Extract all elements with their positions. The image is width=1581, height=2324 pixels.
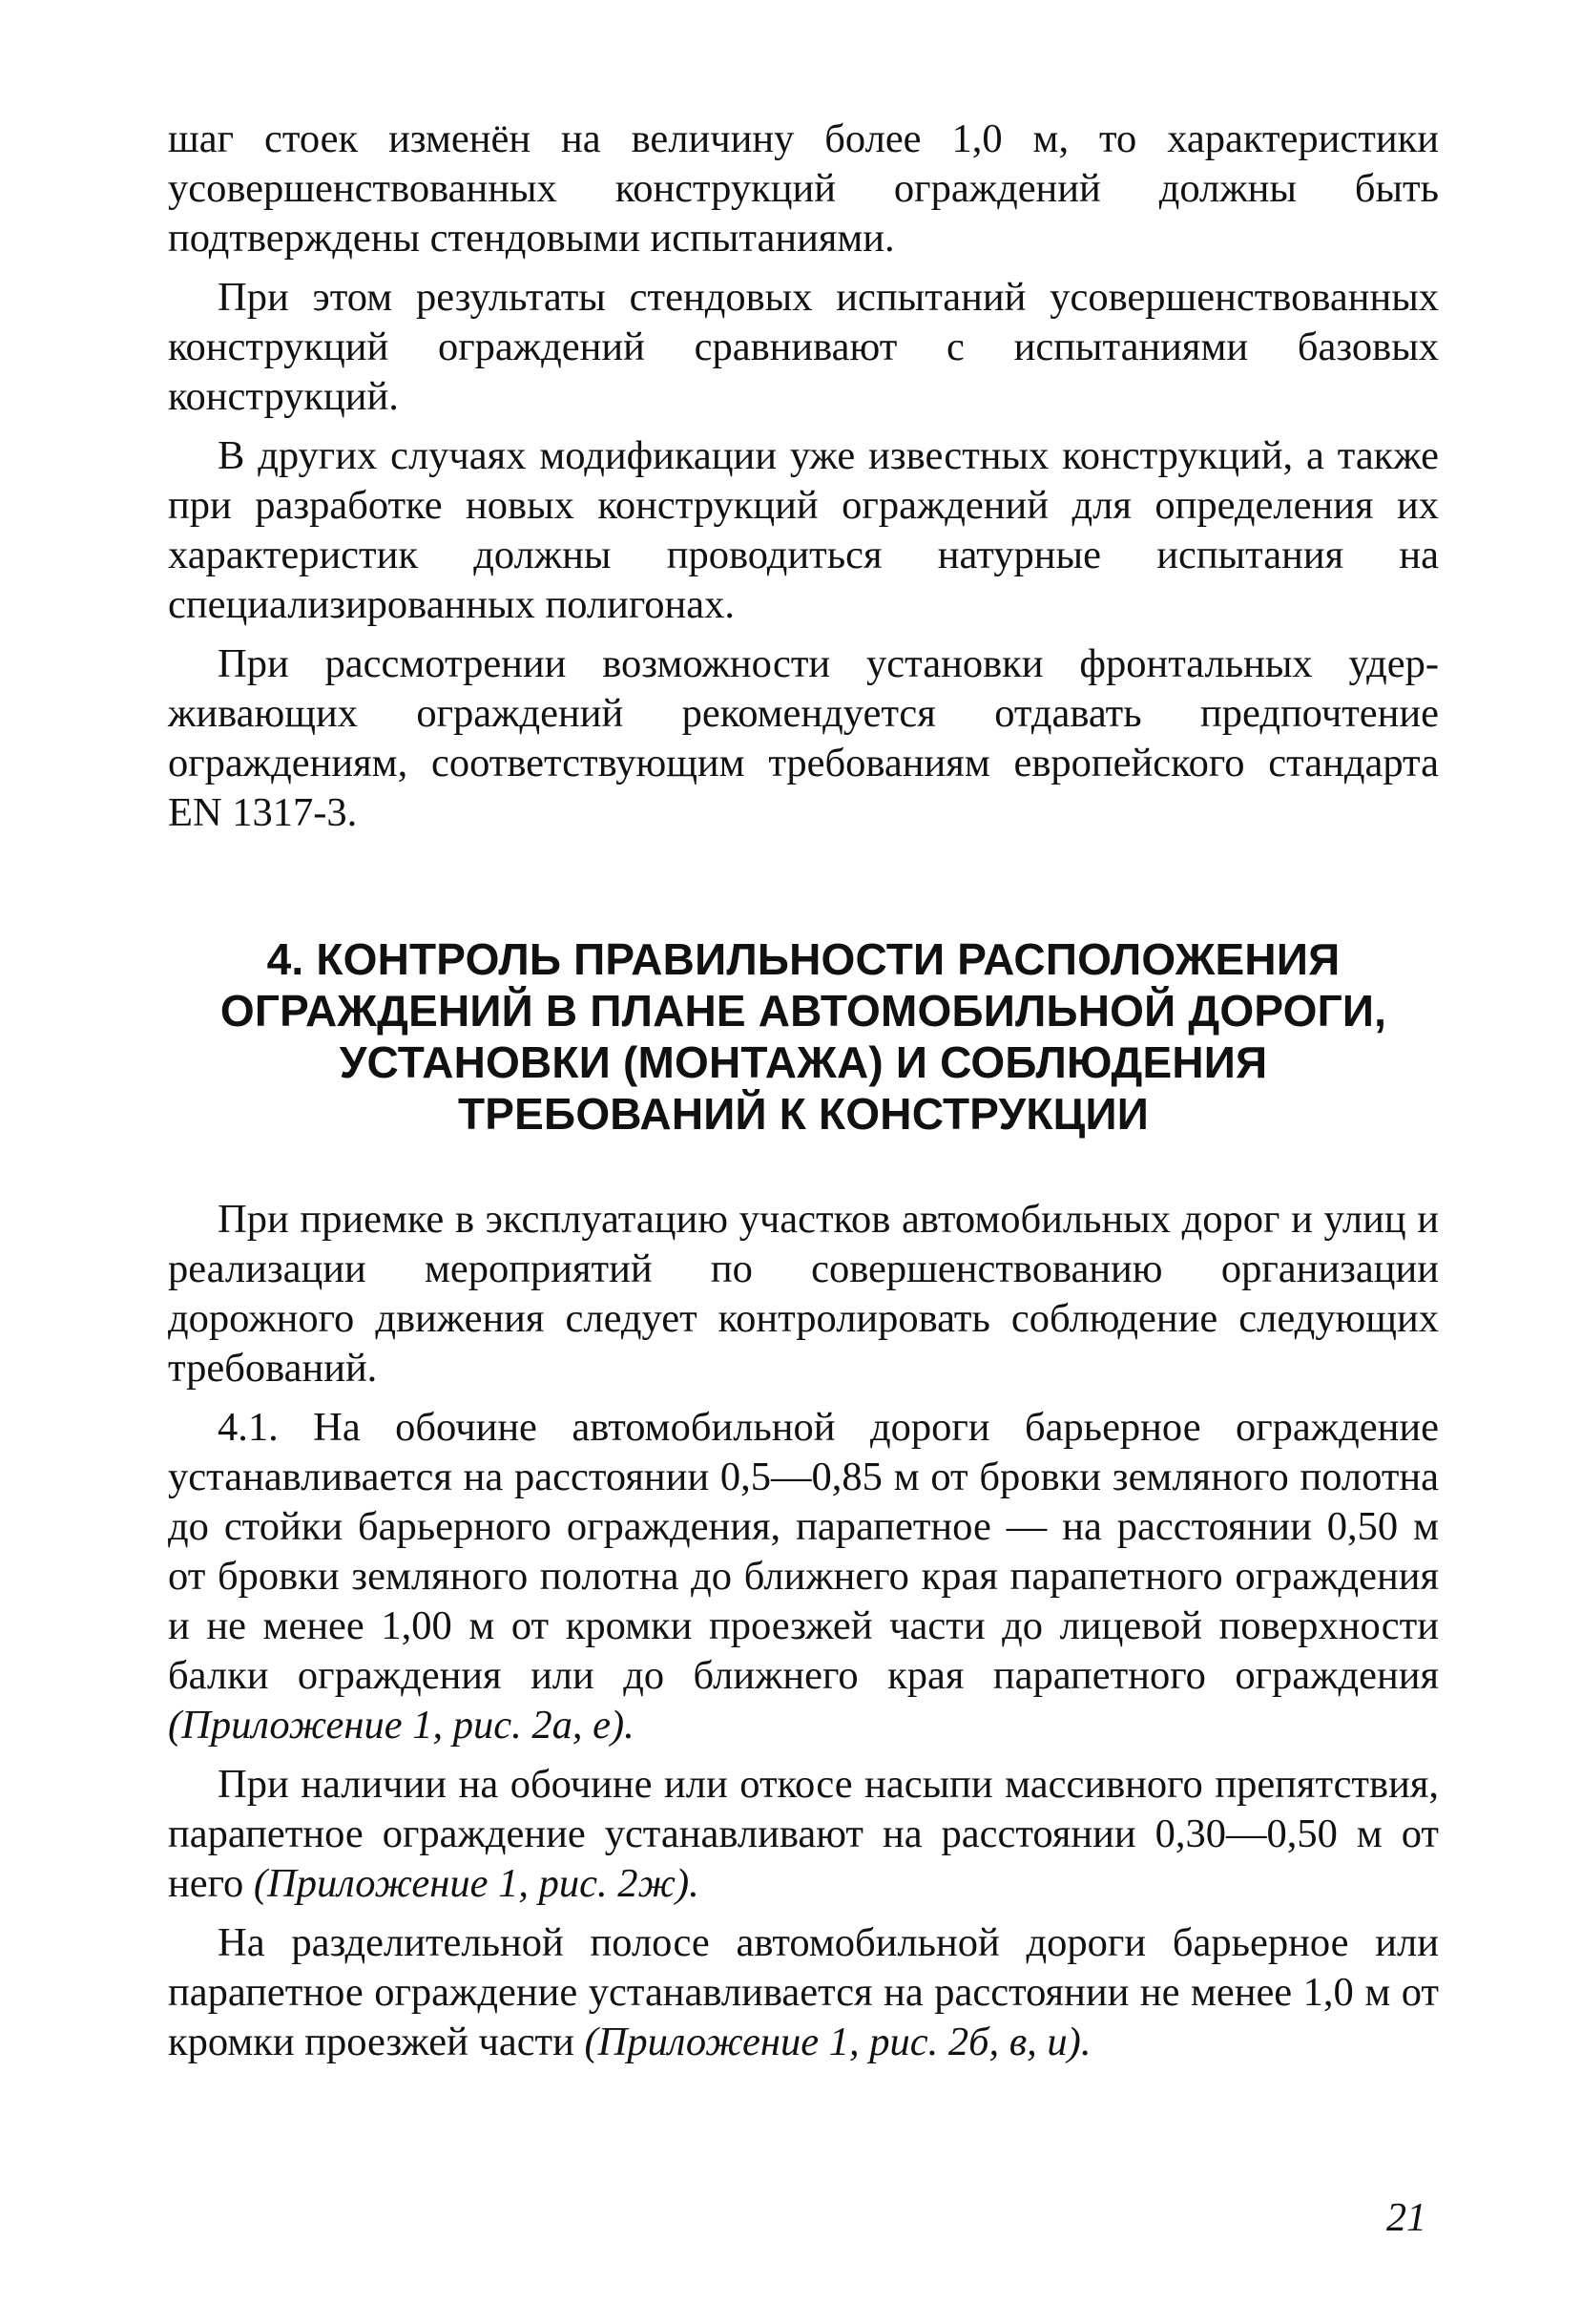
median-text: На разделительной полосе автомобильной дороги барьерное или парапетное ограждение устанавливается на расстоянии не менее 1,0 м от кромки проезжей части [168,1920,1439,2064]
median-ref: (Приложение 1, рис. 2б, в, и). [584,2020,1092,2064]
paragraph-bench-tests: При этом результаты стендовых испытаний усовершенствованных конструкций ограждений сравнивают с испытаниями базовых конструкций. [168,275,1439,419]
page-number: 21 [1386,2196,1426,2240]
section-heading-line: УСТАНОВКИ (МОНТАЖА) И СОБЛЮДЕНИЯ [339,1037,1268,1087]
section-heading-line: ТРЕБОВАНИЙ К КОНСТРУКЦИИ [458,1089,1149,1139]
continuation-paragraph: шаг стоек изменён на величину более 1,0 м, то характеристики усовершенствованных конструкций ограждений должны быть подтверждены стендовыми испытаниями. [168,116,1439,261]
obstacle-ref: (Приложение 1, рис. 2ж). [253,1861,699,1906]
obstacle-text: При наличии на обочине или откосе насыпи массивного препятствия, парапетное ограждение устанавливают на расстоянии 0,30—0,50 м от него [168,1762,1439,1906]
item-4-1-ref: (Приложение 1, рис. 2а, е). [168,1703,634,1748]
paragraph-field-tests: В других случаях модификации уже известных конструкций, а также при разработке новых конструкций ограждений для определения их характеристик должны проводиться натурные испытания на специализированных полигонах. [168,433,1439,627]
section-heading [168,933,1439,1140]
paragraph-median [168,1918,1439,2067]
paragraph-en1317: При рассмотрении возможности установки фронтальных удерживающих ограждений рекомендуется отдавать предпочтение ограждениям, соответствующим требованиям европейского стандарта EN 1317-3. [168,641,1439,835]
paragraph-obstacle [168,1760,1439,1909]
item-4-1-text: 4.1. На обочине автомобильной дороги барьерное ограждение устанавливается на расстоянии 0,5—0,85 м от бровки земляного полотна до стойки барьерного ограждения, парапетное — на расстоянии 0,50 м от бровки земляного полотна до ближнего края парапетного ограждения и не менее 1,00 м от кромки проезжей части до лицевой поверхности балки ограждения или до ближнего края парапетного ограждения [168,1405,1439,1698]
item-4-1 [168,1403,1439,1750]
section-heading-line: 4. КОНТРОЛЬ ПРАВИЛЬНОСТИ РАСПОЛОЖЕНИЯ [266,934,1341,984]
page-body [168,115,1439,2067]
section-intro: При приемке в эксплуатацию участков автомобильных дорог и улиц и реализации мероприятий по совершенствованию организации дорожного движения следует контролировать соблюдение следующих требований. [168,1197,1439,1391]
section-heading-line: ОГРАЖДЕНИЙ В ПЛАНЕ АВТОМОБИЛЬНОЙ ДОРОГИ, [219,986,1387,1036]
